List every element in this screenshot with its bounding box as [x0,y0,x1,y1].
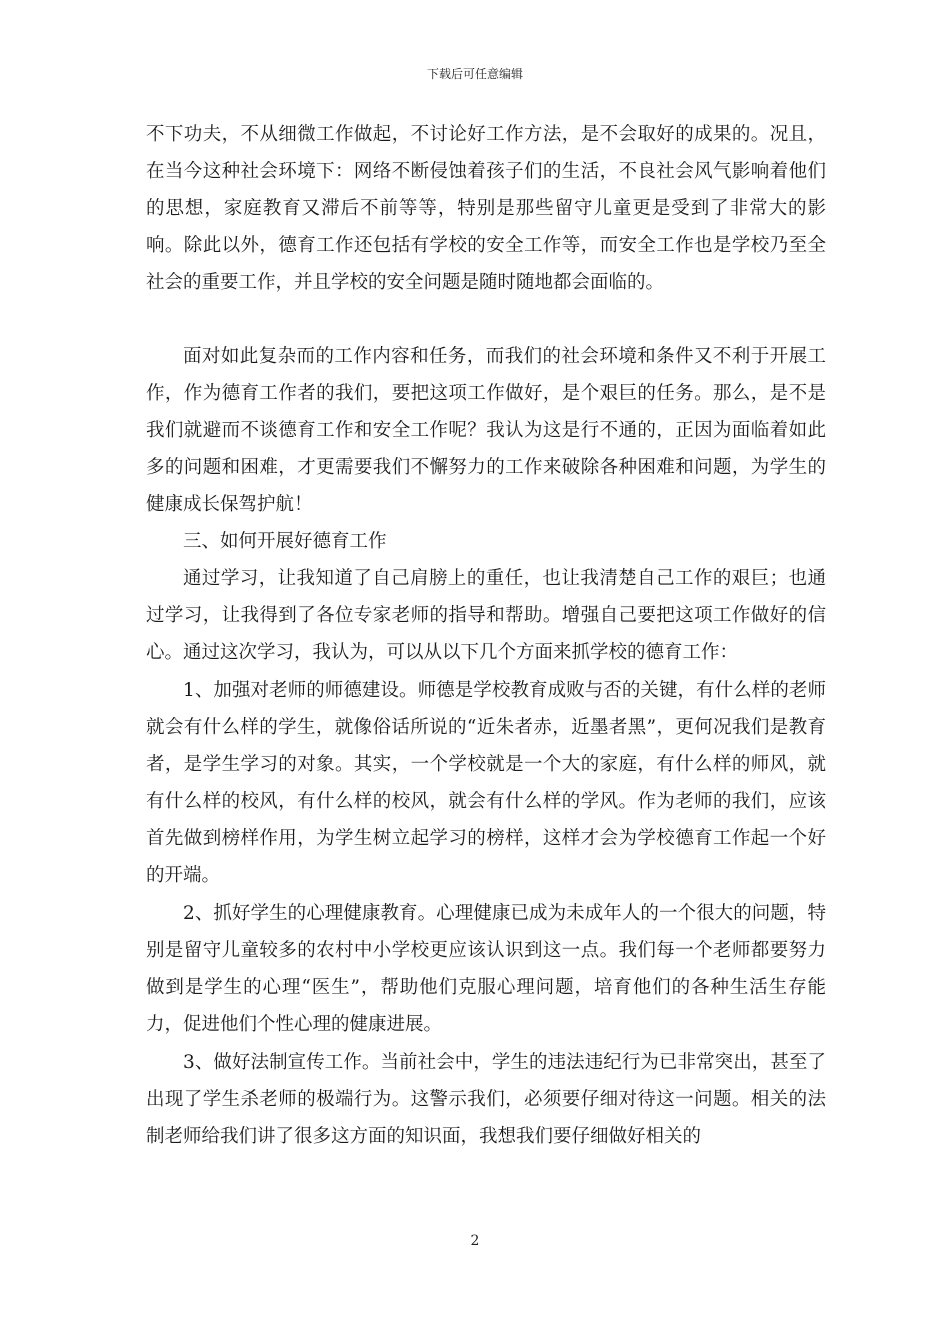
page-number: 2 [470,1233,480,1249]
paragraph-study: 通过学习，让我知道了自己肩膀上的重任，也让我清楚自己工作的艰巨；也通过学习，让我得到了各位专家老师的指导和帮助。增强自己要把这项工作做好的信心。通过这次学习，我认为，可以从以下几个方面来抓学校的德育工作： [146,568,826,663]
paragraph-continuation: 不下功夫，不从细微工作做起，不讨论好工作方法，是不会取好的成果的。况且，在当今这种社会环境下：网络不断侵蚀着孩子们的生活，不良社会风气影响着他们的思想，家庭教育又滞后不前等等，特别是那些留守儿童更是受到了非常大的影响。除此以外，德育工作还包括有学校的安全工作等，而安全工作也是学校乃至全社会的重要工作，并且学校的安全问题是随时随地都会面临的。 [146,124,826,293]
paragraph-challenges: 面对如此复杂而的工作内容和任务，而我们的社会环境和条件又不利于开展工作，作为德育工作者的我们，要把这项工作做好，是个艰巨的任务。那么，是不是我们就避而不谈德育工作和安全工作呢？我认为这是行不通的，正因为面临着如此多的问题和困难，才更需要我们不懈努力的工作来破除各种困难和问题，为学生的健康成长保驾护航！ [146,346,826,515]
paragraph-point-3: 3、做好法制宣传工作。当前社会中，学生的违法违纪行为已非常突出，甚至了出现了学生杀老师的极端行为。这警示我们，必须要仔细对待这一问题。相关的法制老师给我们讲了很多这方面的知识面，我想我们要仔细做好相关的 [146,1052,826,1147]
section-heading: 三、如何开展好德育工作 [183,531,387,552]
paragraph-point-1: 1、加强对老师的师德建设。师德是学校教育成败与否的关键，有什么样的老师就会有什么样的学生，就像俗话所说的“近朱者赤，近墨者黑”，更何况我们是教育者，是学生学习的对象。其实，一个学校就是一个大的家庭，有什么样的师风，就有什么样的校风，有什么样的校风，就会有什么样的学风。作为老师的我们，应该首先做到榜样作用，为学生树立起学习的榜样，这样才会为学校德育工作起一个好的开端。 [146,680,826,886]
document-body [146,116,826,1155]
page-header: 下载后可任意编辑 [426,67,523,81]
paragraph-point-2: 2、抓好学生的心理健康教育。心理健康已成为未成年人的一个很大的问题，特别是留守儿童较多的农村中小学校更应该认识到这一点。我们每一个老师都要努力做到是学生的心理“医生”，帮助他们克服心理问题，培育他们的各种生活生存能力，促进他们个性心理的健康进展。 [146,903,826,1035]
